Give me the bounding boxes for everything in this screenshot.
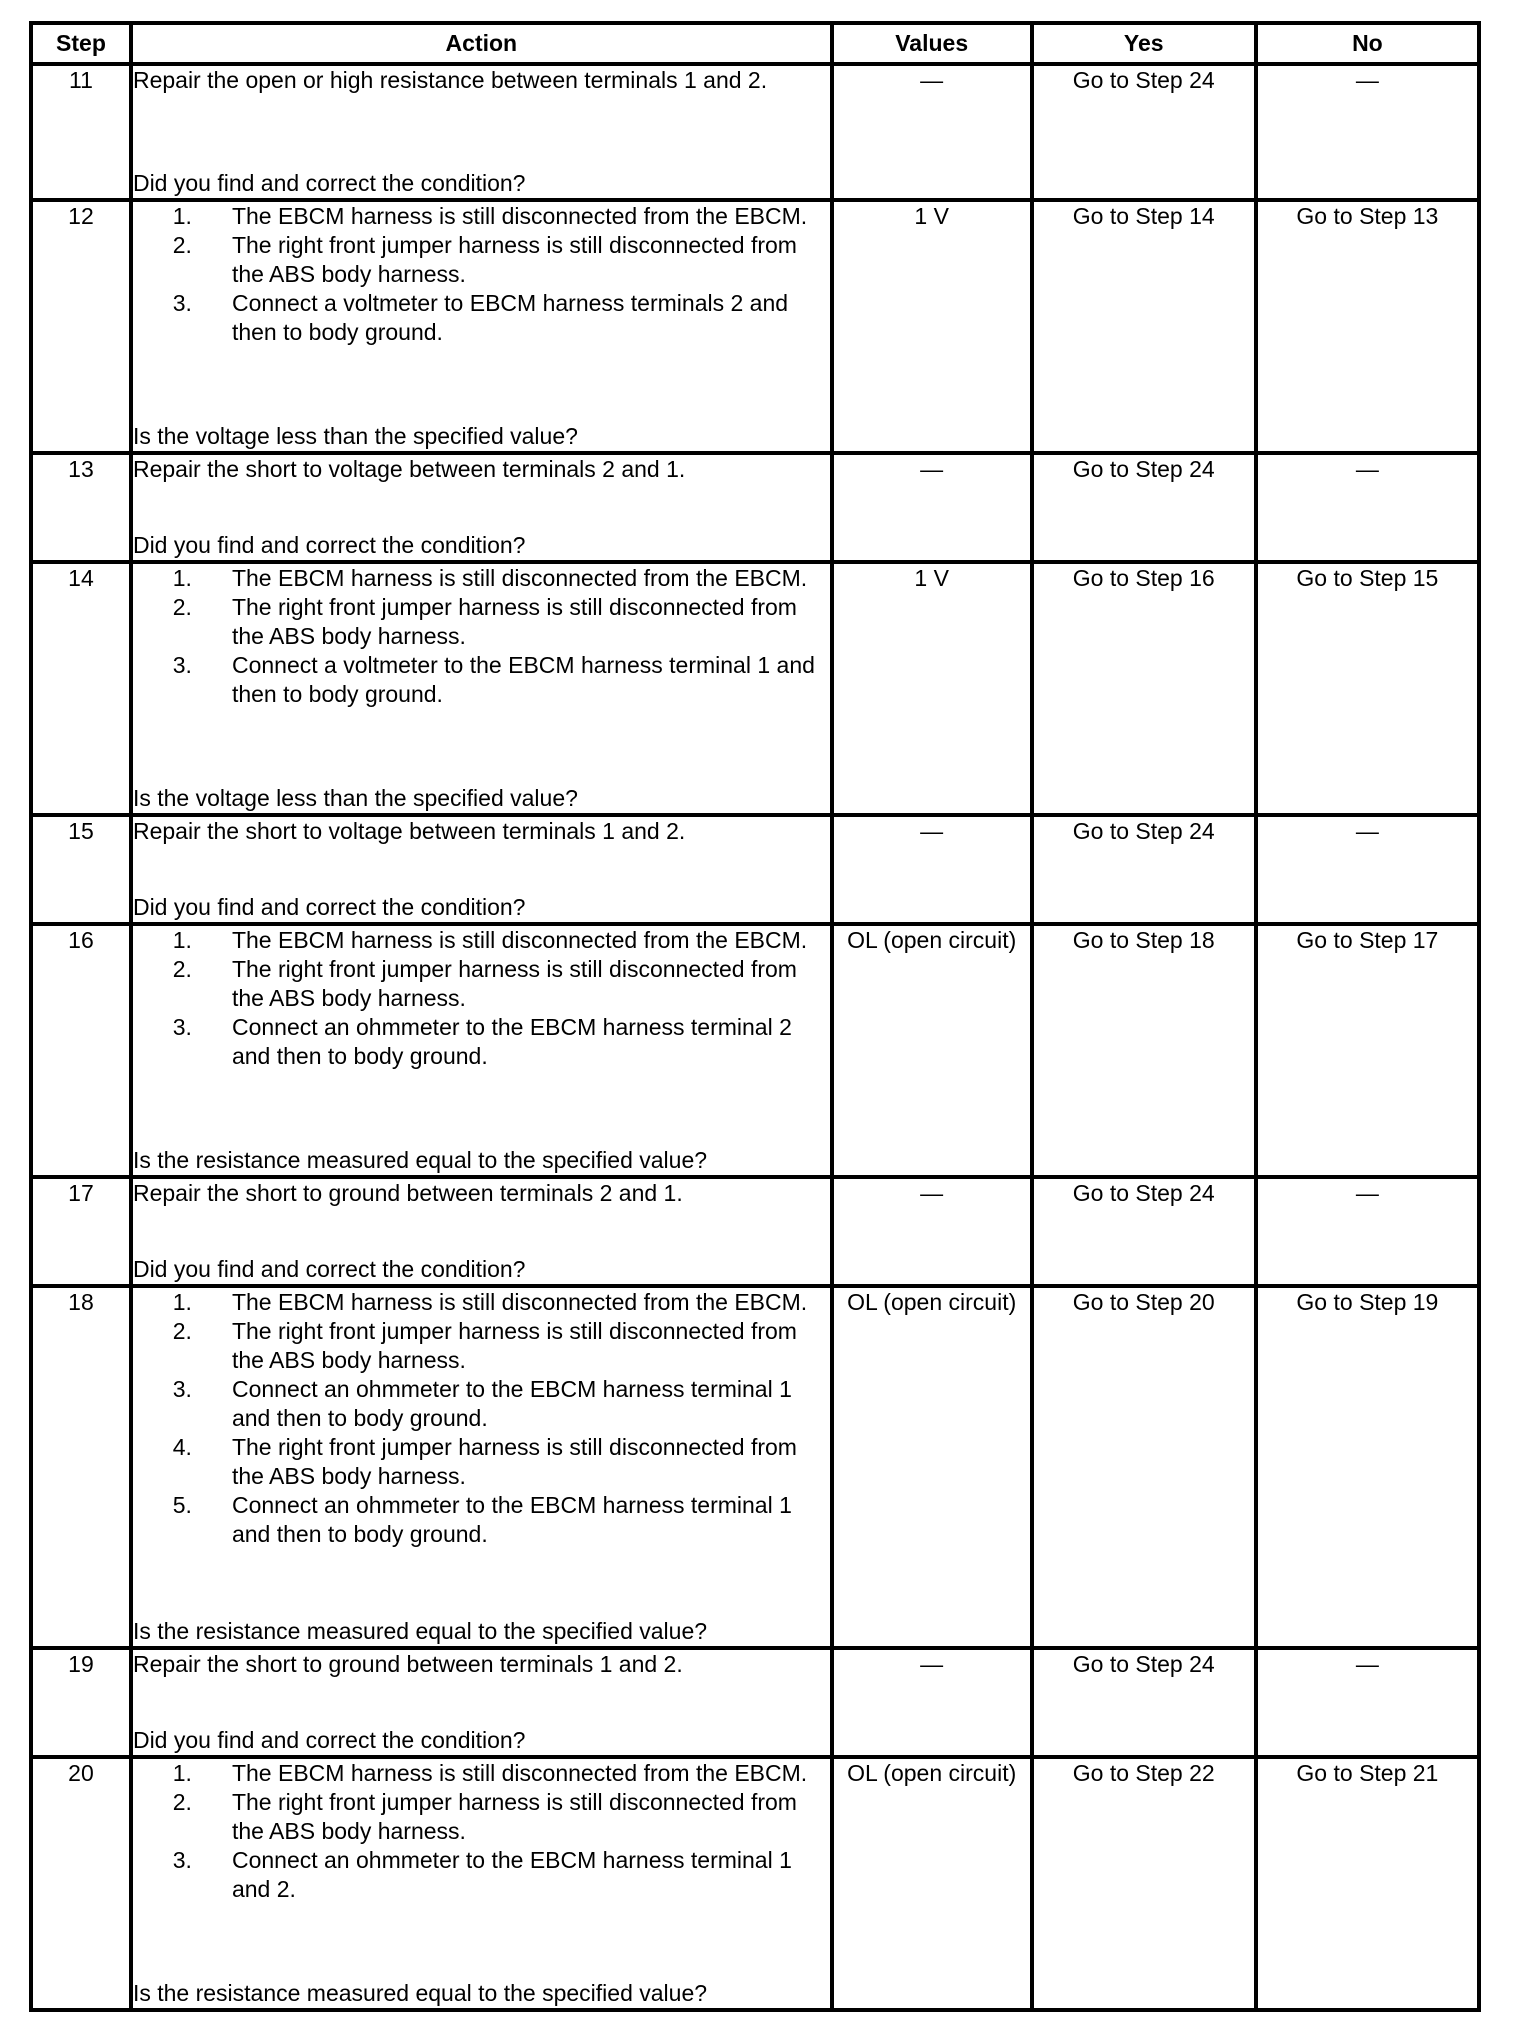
table-row <box>31 562 1479 815</box>
specified-value: OL (open circuit) <box>832 1286 1032 1648</box>
action-steps <box>133 202 830 347</box>
action-content <box>133 66 830 198</box>
step-index: 1. <box>172 1760 192 1786</box>
action-step <box>133 289 830 347</box>
step-index: 3. <box>172 1376 192 1402</box>
table-row <box>31 1648 1479 1757</box>
action-question: Did you find and correct the condition? <box>132 532 526 558</box>
action-cell <box>131 1177 832 1286</box>
step-index: 3. <box>172 652 192 678</box>
step-text: Connect an ohmmeter to the EBCM harness terminal 1 and then to body ground. <box>231 1376 792 1431</box>
action-cell <box>131 815 832 924</box>
action-content <box>133 1288 830 1646</box>
yes-action: Go to Step 24 <box>1032 1648 1256 1757</box>
action-question: Did you find and correct the condition? <box>132 1256 526 1282</box>
step-index: 3. <box>172 290 192 316</box>
action-cell <box>131 924 832 1177</box>
step-index: 1. <box>172 1289 192 1315</box>
action-steps <box>133 1288 830 1549</box>
table-row <box>31 924 1479 1177</box>
step-number: 16 <box>31 924 131 1177</box>
step-text: Connect an ohmmeter to the EBCM harness terminal 2 and then to body ground. <box>231 1014 792 1069</box>
value-dash: — <box>832 815 1032 924</box>
action-step <box>133 1846 830 1904</box>
step-text: The EBCM harness is still disconnected from the EBCM. <box>231 203 808 229</box>
step-number: 12 <box>31 200 131 453</box>
action-content <box>133 1650 830 1755</box>
step-index: 1. <box>172 927 192 953</box>
value-dash: — <box>832 64 1032 200</box>
step-index: 2. <box>172 1789 192 1815</box>
no-dash: — <box>1256 64 1479 200</box>
step-index: 5. <box>172 1492 192 1518</box>
header-action: Action <box>131 23 832 64</box>
yes-action: Go to Step 14 <box>1032 200 1256 453</box>
specified-value: 1 V <box>832 562 1032 815</box>
step-text: The EBCM harness is still disconnected from the EBCM. <box>231 565 808 591</box>
action-step <box>133 955 830 1013</box>
table-row <box>31 1177 1479 1286</box>
action-step <box>133 1013 830 1071</box>
diagnostic-table <box>29 21 1481 2012</box>
action-steps <box>133 564 830 709</box>
step-index: 2. <box>172 956 192 982</box>
step-text: The right front jumper harness is still disconnected from the ABS body harness. <box>231 1789 797 1844</box>
no-action: Go to Step 13 <box>1256 200 1479 453</box>
header-row <box>31 23 1479 64</box>
yes-action: Go to Step 24 <box>1032 453 1256 562</box>
action-cell <box>131 453 832 562</box>
step-index: 2. <box>172 232 192 258</box>
value-dash: — <box>832 1177 1032 1286</box>
action-step <box>133 231 830 289</box>
action-cell <box>131 1757 832 2010</box>
action-step <box>133 1317 830 1375</box>
value-dash: — <box>832 453 1032 562</box>
table-row <box>31 1757 1479 2010</box>
action-step <box>133 1788 830 1846</box>
table-row <box>31 200 1479 453</box>
step-index: 1. <box>172 565 192 591</box>
action-question: Is the resistance measured equal to the specified value? <box>132 1980 708 2006</box>
yes-action: Go to Step 22 <box>1032 1757 1256 2010</box>
table-row <box>31 815 1479 924</box>
step-index: 3. <box>172 1847 192 1873</box>
action-content <box>133 202 830 451</box>
action-steps <box>133 1759 830 1904</box>
action-question: Is the voltage less than the specified value? <box>132 785 578 811</box>
step-text: The EBCM harness is still disconnected from the EBCM. <box>231 1289 808 1315</box>
step-text: Connect an ohmmeter to the EBCM harness terminal 1 and then to body ground. <box>231 1492 792 1547</box>
step-index: 1. <box>172 203 192 229</box>
step-text: The right front jumper harness is still disconnected from the ABS body harness. <box>231 1318 797 1373</box>
action-content <box>133 926 830 1175</box>
action-instruction: Repair the short to ground between terminals 1 and 2. <box>132 1651 683 1677</box>
header-yes: Yes <box>1032 23 1256 64</box>
step-text: The right front jumper harness is still disconnected from the ABS body harness. <box>231 594 797 649</box>
action-instruction: Repair the short to voltage between terminals 2 and 1. <box>132 456 686 482</box>
action-question: Is the voltage less than the specified value? <box>132 423 578 449</box>
yes-action: Go to Step 16 <box>1032 562 1256 815</box>
step-index: 3. <box>172 1014 192 1040</box>
yes-action: Go to Step 24 <box>1032 1177 1256 1286</box>
action-step <box>133 651 830 709</box>
step-text: The EBCM harness is still disconnected from the EBCM. <box>231 1760 808 1786</box>
action-step <box>133 1433 830 1491</box>
step-number: 19 <box>31 1648 131 1757</box>
yes-action: Go to Step 18 <box>1032 924 1256 1177</box>
step-index: 2. <box>172 594 192 620</box>
table-row <box>31 1286 1479 1648</box>
action-instruction: Repair the short to ground between terminals 2 and 1. <box>132 1180 683 1206</box>
step-number: 11 <box>31 64 131 200</box>
action-step <box>133 1759 830 1788</box>
step-text: The right front jumper harness is still disconnected from the ABS body harness. <box>231 232 797 287</box>
step-text: Connect a voltmeter to the EBCM harness terminal 1 and then to body ground. <box>231 652 815 707</box>
action-content <box>133 1759 830 2008</box>
step-index: 4. <box>172 1434 192 1460</box>
action-content <box>133 564 830 813</box>
no-dash: — <box>1256 815 1479 924</box>
no-action: Go to Step 15 <box>1256 562 1479 815</box>
action-step <box>133 926 830 955</box>
action-step <box>133 564 830 593</box>
step-text: Connect an ohmmeter to the EBCM harness terminal 1 and 2. <box>231 1847 792 1902</box>
table-row <box>31 64 1479 200</box>
step-number: 17 <box>31 1177 131 1286</box>
action-question: Is the resistance measured equal to the specified value? <box>132 1618 708 1644</box>
yes-action: Go to Step 24 <box>1032 815 1256 924</box>
no-dash: — <box>1256 1177 1479 1286</box>
action-question: Did you find and correct the condition? <box>132 1727 526 1753</box>
no-dash: — <box>1256 1648 1479 1757</box>
step-number: 14 <box>31 562 131 815</box>
step-number: 20 <box>31 1757 131 2010</box>
header-values: Values <box>832 23 1032 64</box>
table-row <box>31 453 1479 562</box>
header-step: Step <box>31 23 131 64</box>
no-action: Go to Step 19 <box>1256 1286 1479 1648</box>
header-no: No <box>1256 23 1479 64</box>
action-question: Did you find and correct the condition? <box>132 894 526 920</box>
action-content <box>133 817 830 922</box>
action-steps <box>133 926 830 1071</box>
step-text: The EBCM harness is still disconnected from the EBCM. <box>231 927 808 953</box>
no-action: Go to Step 17 <box>1256 924 1479 1177</box>
action-cell <box>131 1648 832 1757</box>
action-step <box>133 1491 830 1549</box>
action-instruction: Repair the open or high resistance between terminals 1 and 2. <box>132 67 768 93</box>
action-cell <box>131 64 832 200</box>
specified-value: OL (open circuit) <box>832 924 1032 1177</box>
specified-value: 1 V <box>832 200 1032 453</box>
step-index: 2. <box>172 1318 192 1344</box>
action-cell <box>131 200 832 453</box>
action-cell <box>131 1286 832 1648</box>
step-text: The right front jumper harness is still disconnected from the ABS body harness. <box>231 956 797 1011</box>
action-step <box>133 202 830 231</box>
no-dash: — <box>1256 453 1479 562</box>
action-content <box>133 1179 830 1284</box>
action-question: Did you find and correct the condition? <box>132 170 526 196</box>
step-number: 13 <box>31 453 131 562</box>
step-text: Connect a voltmeter to EBCM harness terminals 2 and then to body ground. <box>231 290 789 345</box>
yes-action: Go to Step 20 <box>1032 1286 1256 1648</box>
action-step <box>133 1375 830 1433</box>
action-content <box>133 455 830 560</box>
action-step <box>133 1288 830 1317</box>
step-text: The right front jumper harness is still disconnected from the ABS body harness. <box>231 1434 797 1489</box>
action-question: Is the resistance measured equal to the specified value? <box>132 1147 708 1173</box>
yes-action: Go to Step 24 <box>1032 64 1256 200</box>
step-number: 18 <box>31 1286 131 1648</box>
action-cell <box>131 562 832 815</box>
action-instruction: Repair the short to voltage between terminals 1 and 2. <box>132 818 686 844</box>
specified-value: OL (open circuit) <box>832 1757 1032 2010</box>
action-step <box>133 593 830 651</box>
step-number: 15 <box>31 815 131 924</box>
no-action: Go to Step 21 <box>1256 1757 1479 2010</box>
value-dash: — <box>832 1648 1032 1757</box>
